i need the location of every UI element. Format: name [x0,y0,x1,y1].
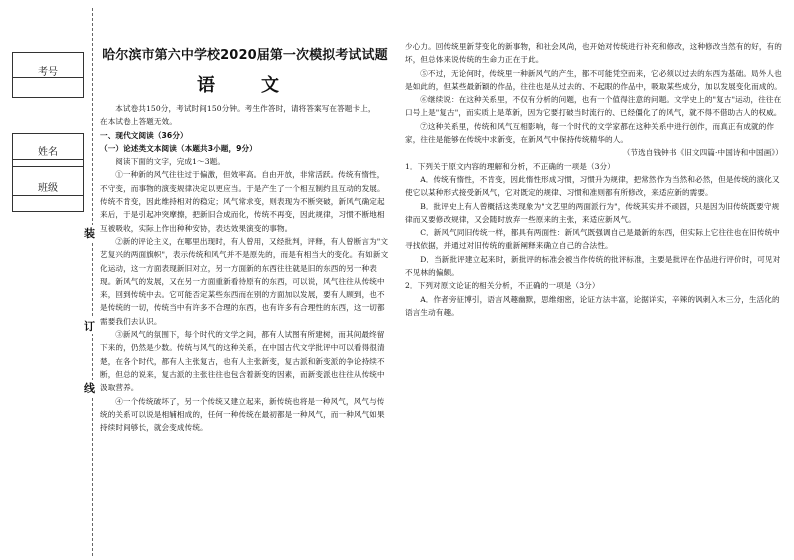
binding-mark-xian: 线 [84,382,95,395]
exam-number-box [12,52,84,98]
exam-title: 哈尔滨市第六中学校2020届第一次模拟考试试题 [102,48,388,63]
class-box [12,166,84,212]
passage-paragraph: ⑤不过，无论何时，传统里一种新风气的产生，都不可能凭空而来，它必须以过去的东西为基础。局外人也是如此的，但某些最新颖的作品，往往也是从过去的、不起眼的作品中，吸取某些成分，加以发展变化而成的。 [405,68,782,91]
name-line [13,159,83,160]
passage-paragraph: ④一个传统破坏了，另一个传统又建立起来，新传统也将是一种风气，风气与传统的关系可以说是相辅相成的，任何一种传统在最初都是一种风气，而一种风气如果持续时间够长，就会变成传统。 [100,396,385,433]
question-1-stem: 1．下列关于原文内容的理解和分析，不正确的一项是（3分） [405,161,615,171]
name-label: 姓名 [38,147,58,158]
exam-info-sidebar [0,0,98,560]
passage-paragraph: ⑥继续说：在这种关系里，不仅有分析的问题，也有一个值得注意的问题。文学史上的"复古"运动，往往在口号上是"复古"，而实质上是革新，因为它要打破当时流行的、已经僵化了的风气，就不得不借助古人的权威。 [405,95,782,118]
left-text-column [100,0,390,434]
passage-paragraph: 少心力。回传统里新芽变化的新事物，和社会风尚，也开始对传统进行补充和修改，这种修改当然有的好，有的坏，但总体来说传统的生命力正在于此。 [405,42,782,65]
passage-source: （节选自钱钟书《旧文四篇·中国诗和中国画》） [622,148,783,158]
class-label: 班级 [38,183,58,194]
section-heading: 一、现代文阅读（36分） [100,130,188,140]
reading-instruction: 阅读下面的文字，完成1～3题。 [115,157,226,167]
question-1-option-a: A．传统有惰性，不肯变，因此惰性形成习惯，习惯升为规律，把常然作为当然和必然，但是传统的演化又使它以某种形式接受新风气，它对既定的规律、习惯和准则都有所修改，来适应新的需要。 [405,174,780,198]
exam-number-line [13,77,83,78]
subsection-heading: （一）论述类文本阅读（本题共3小题，9分） [100,143,257,153]
intro-line-2: 在本试卷上答题无效。 [100,117,177,127]
class-line [13,195,83,196]
question-1-option-b: B．批评史上有人曾概括这类现象为"文艺里的两面派行为"，传统其实并不顽固，只是因为旧传统既要守规律而又要修改规律，又会随时放弃一些原来的主张，来适应新风气。 [405,201,780,224]
right-text-column [405,40,783,319]
binding-line [92,8,93,556]
binding-mark-zhuang: 装 [84,227,95,240]
passage-paragraph: ①一种新的风气往往过于偏激，但效率高。自由开放，非常活跃。传统有惰性，不守变，而事物的演变规律决定以更应当。于是产生了一个相互制约且互动的发展。传统不肯变，因此维持相对的稳定；风气常求变，则表现为不断突破，新风气确定起来后，于是引起冲突摩擦，把新旧合成而化，传统不再变，因此规律，习惯不断地相互被吸收，实际上作出种种安协，表达效果演变的事物。 [100,170,385,233]
passage-paragraph: ⑦这种关系里，传统和风气互相影响，每一个时代的文学家都在这种关系中进行创作，而真正有成就的作家，往往是能够在传统中求新变，在新风气中保持传统精华的人。 [405,121,775,145]
question-1-option-c: C．新风气同旧传统一样，都具有两面性：新风气既强调自己是最新的东西，但实际上它往往也在旧传统中寻找依据，并通过对旧传统的重新阐释来确立自己的合法性。 [405,228,781,251]
intro-line-1: 本试卷共150分，考试时间150分钟。考生作答时，请将答案写在答题卡上， [115,104,376,113]
question-1-option-d: D．当新批评建立起来时，新批评的标准会被当作传统的批评标准，主要是批评在作品进行评价时，可见对不见林的偏颇。 [405,254,781,278]
exam-number-label: 考号 [38,67,58,78]
question-2-stem: 2．下列对原文论证的相关分析，不正确的一项是（3分） [405,281,600,291]
subject-title: 语 文 [197,75,293,96]
passage-paragraph: ③新风气的氛围下，每个时代的文学之间，都有人试图有所建树，而其间最终留下来的，仍然是少数。传统与风气的这种关系，在中国古代文学批评中可以看得很清楚，在各个时代，都有人主张复古，也有人主张新变，复古派和新变派的争论持续不断，但总的说来，复古派的主张往往也包含着新变的因素，而新变派也往往从传统中汲取营养。 [100,330,385,393]
question-2-option-a: A．作者旁征博引，语言风趣幽默，思维细密，论证方法丰富，论据详实，辛辣的讽刺入木三分，生活化的语言生动有趣。 [405,294,780,317]
binding-mark-ding: 订 [84,320,95,333]
passage-paragraph: ②新的评论主义，在哪里出现时，有人曾用，又经批判，评释，有人曾断言为"文艺复兴的两面旗帜"，表示传统和风气并不是原先的，而是有相当大的变化。有如新文化运动，这一方面表现新旧对立，另一方面新的东西往往就是旧的东西的另一种表现。新风气的发展，又在另一方面重新看待原有的东西，可以说，风气往往从传统中来，回到传统中去。它可能否定某些东西而在别的方面加以发展，要有人顾到，也不是传统的一切，传统当中有许多不合理的东西，也有许多有合理性的东西，这一切都需要我们去认识。 [100,236,389,326]
